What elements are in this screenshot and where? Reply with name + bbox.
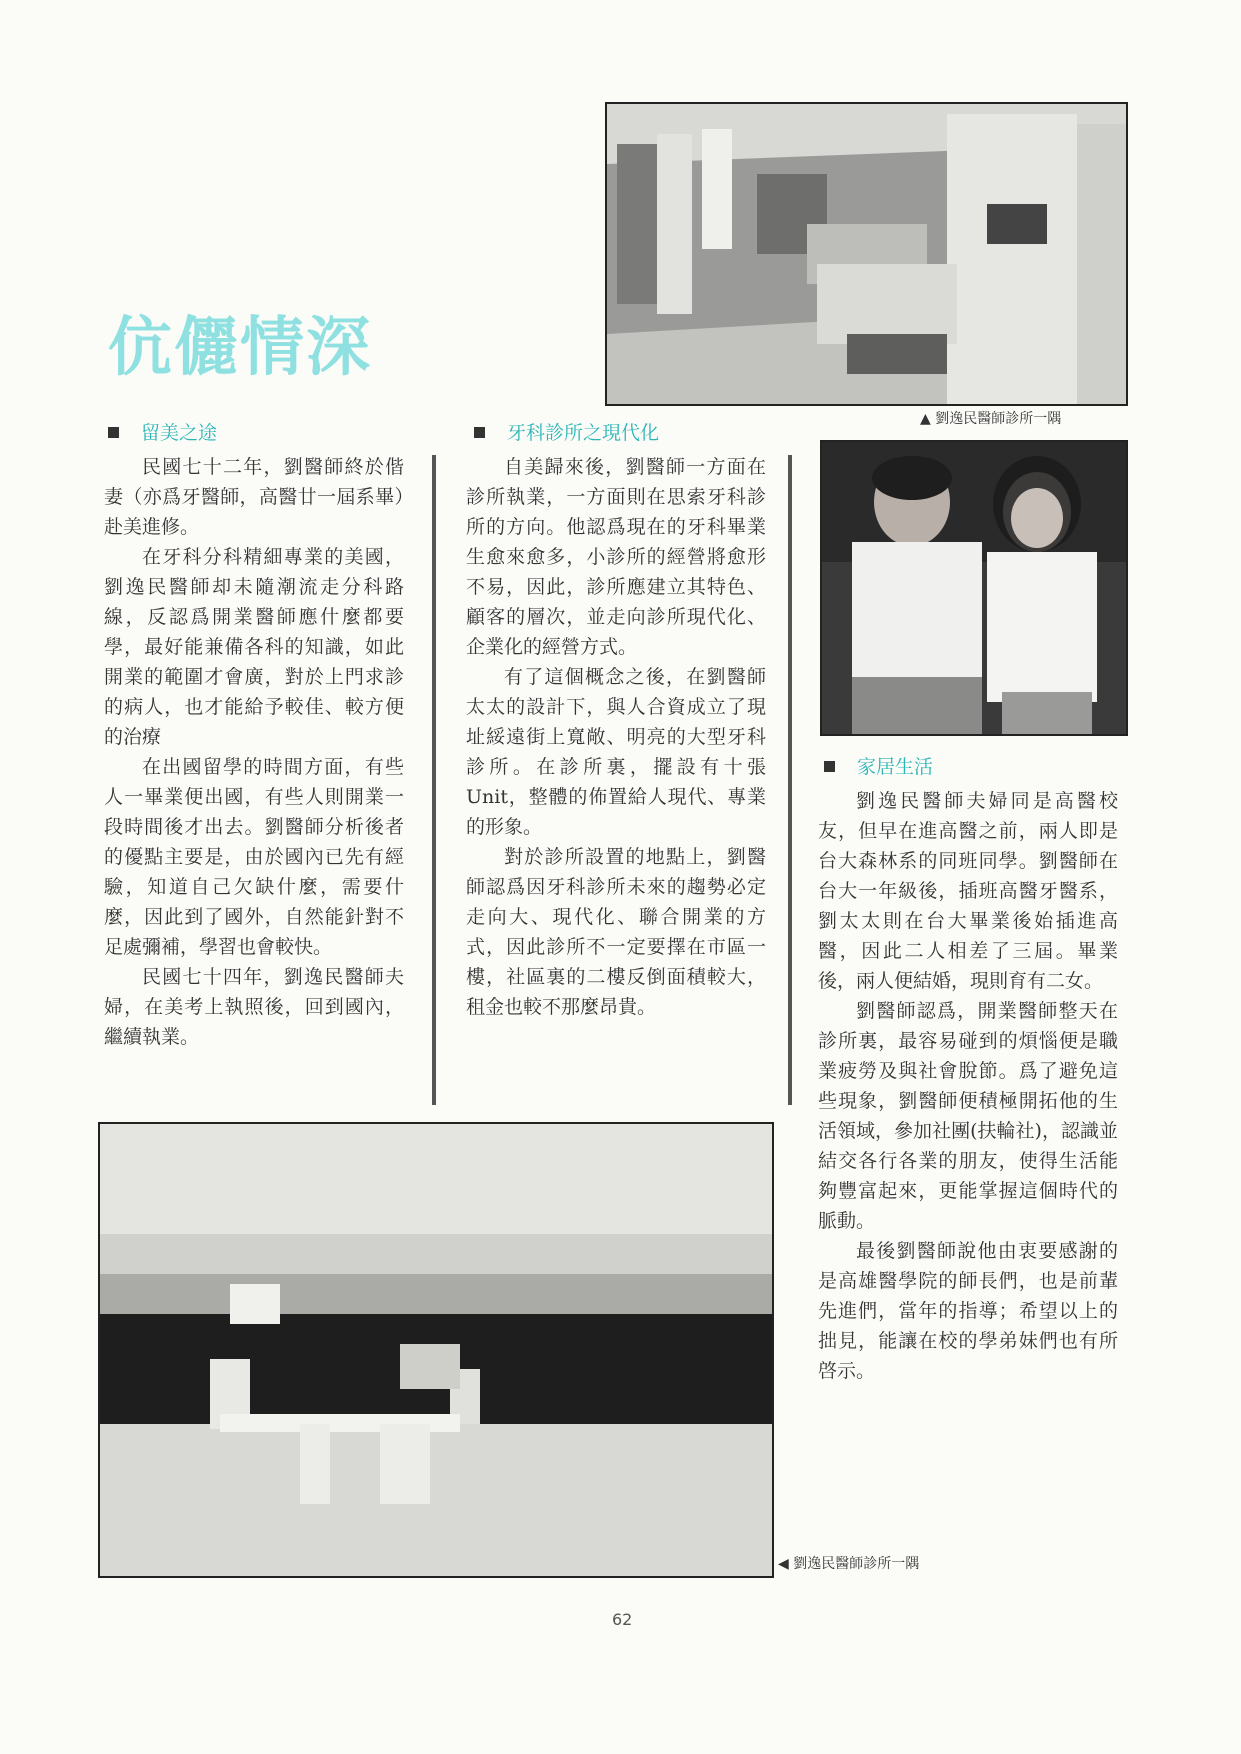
bullet-square-icon [474, 427, 485, 438]
paragraph: 劉逸民醫師夫婦同是高醫校友，但早在進高醫之前，兩人即是台大森林系的同班同學。劉醫師在台大一年級後，插班高醫牙醫系，劉太太則在台大畢業後始插進高醫，因此二人相差了三屆。畢業後，兩人便結婚，現則育有二女。 [818, 790, 1118, 992]
paragraph: 對於診所設置的地點上，劉醫師認爲因牙科診所未來的趨勢必定走向大、現代化、聯合開業的方式，因此診所不一定要擇在市區一樓，社區裏的二樓反倒面積較大，租金也較不那麼昂貴。 [466, 846, 766, 1018]
section-heading-study-label: 留美之途 [141, 422, 218, 444]
section-heading-clinic [474, 418, 659, 445]
paragraph: 在牙科分科精細專業的美國，劉逸民醫師却未隨潮流走分科路線，反認爲開業醫師應什麼都要學，最好能兼備各科的知識，如此開業的範圍才會廣，對於上門求診的病人，也才能給予較佳、較方便的治療 [104, 546, 404, 748]
article-title: 伉儷情深 [108, 310, 372, 385]
column-clinic [466, 452, 766, 1022]
paragraph: 劉醫師認爲，開業醫師整天在診所裏，最容易碰到的煩惱便是職業疲勞及與社會脫節。爲了避免這些現象，劉醫師便積極開拓他的生活領域，參加社團(扶輪社)，認識並結交各行各業的朋友，使得生活能夠豐富起來，更能掌握這個時代的脈動。 [818, 1000, 1118, 1232]
couple-portrait-photo [820, 440, 1128, 736]
section-heading-home-label: 家居生活 [857, 756, 934, 778]
page-number: 62 [612, 1610, 633, 1629]
bullet-square-icon [108, 427, 119, 438]
section-heading-clinic-label: 牙科診所之現代化 [507, 422, 660, 444]
paragraph: 最後劉醫師說他由衷要感謝的是高雄醫學院的師長們，也是前輩先進們，當年的指導；希望以上的拙見，能讓在校的學弟妹們也有所啓示。 [818, 1240, 1118, 1382]
column-divider [432, 455, 436, 1105]
bullet-square-icon [824, 761, 835, 772]
top-photo-caption: ▲ 劉逸民醫師診所一隅 [920, 411, 1062, 427]
clinic-photo-bottom [98, 1122, 774, 1578]
paragraph: 有了這個概念之後，在劉醫師太太的設計下，與人合資成立了現址綏遠街上寬敞、明亮的大型牙科診所。在診所裏，擺設有十張Unit，整體的佈置給人現代、專業的形象。 [466, 666, 766, 838]
clinic-photo-top [605, 102, 1128, 406]
column-study [104, 452, 404, 1052]
paragraph: 民國七十四年，劉逸民醫師夫婦，在美考上執照後，回到國內，繼續執業。 [104, 966, 404, 1048]
column-divider [788, 455, 792, 1105]
section-heading-home [824, 752, 933, 779]
paragraph: 自美歸來後，劉醫師一方面在診所執業，一方面則在思索牙科診所的方向。他認爲現在的牙科畢業生愈來愈多，小診所的經營將愈形不易，因此，診所應建立其特色、顧客的層次，並走向診所現代化、企業化的經營方式。 [466, 456, 766, 658]
paragraph: 在出國留學的時間方面，有些人一畢業便出國，有些人則開業一段時間後才出去。劉醫師分析後者的優點主要是，由於國內已先有經驗，知道自己欠缺什麼，需要什麼，因此到了國外，自然能針對不足處彌補，學習也會較快。 [104, 756, 404, 958]
column-home [818, 786, 1118, 1386]
bottom-photo-caption: ◀ 劉逸民醫師診所一隅 [778, 1556, 920, 1572]
section-heading-study [108, 418, 217, 445]
paragraph: 民國七十二年，劉醫師終於偕妻（亦爲牙醫師，高醫廿一屆系畢）赴美進修。 [104, 456, 404, 538]
